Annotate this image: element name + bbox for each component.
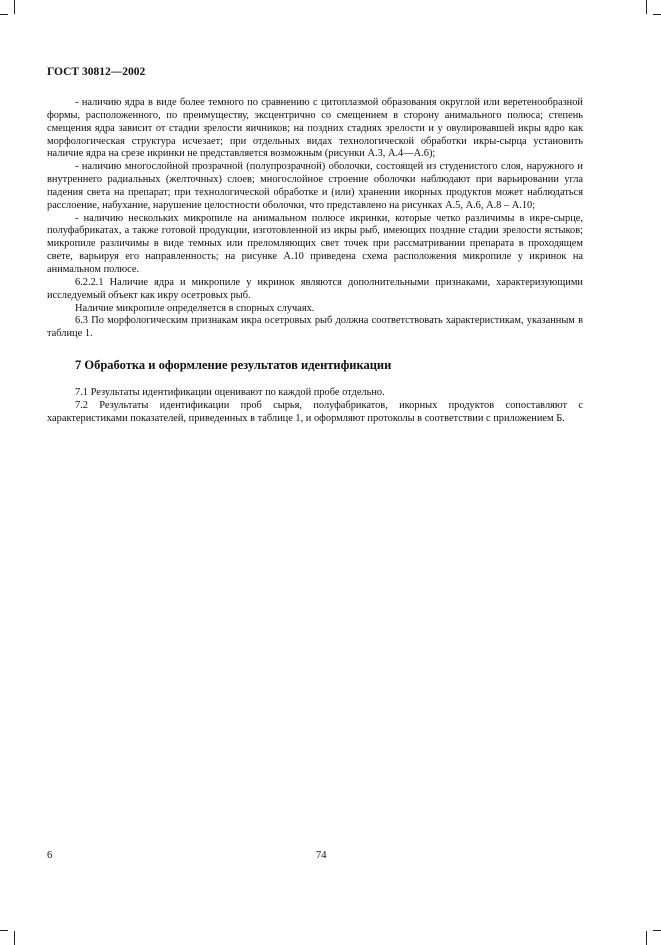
paragraph: 6.3 По морфологическим признакам икра осетровых рыб должна соответствовать характеристикам, указанным в таблице 1.: [47, 315, 583, 340]
paragraph: Наличие микропиле определяется в спорных случаях.: [75, 302, 315, 314]
paragraph: - наличию ядра в виде более темного по сравнению с цитоплазмой образования округлой или веретенообразной формы, расположенного, по преимуществу, эксцентрично со смещением в сторону анимального полюса; степень смещения ядра зависит от стадии зрелости яичников; на поздних стадиях зрелости и у овулировавшей икры ядро как морфологическая структура исчезает; при отдельных видах технологической обработки икры-сырца установить наличие ядра на срезе икринки не представляется возможным (рисунки А.3, А.4—А.6);: [47, 97, 583, 160]
crop-mark-bottom-left-h: [0, 930, 8, 931]
crop-mark-top-left-h: [0, 14, 8, 15]
crop-mark-top-right-v: [646, 0, 647, 14]
paragraph: 6.2.2.1 Наличие ядра и микропиле у икринок являются дополнительными признаками, характеризующими исследуемый объект как икру осетровых рыб.: [47, 276, 583, 301]
paragraph: - наличию нескольких микропиле на анимальном полюсе икринки, которые четко различимы в икре-сырце, полуфабрикатах, а также готовой продукции, изготовленной из икры рыб, имеющих поздние стадии зрелости ястыков; микропиле различимы в виде темных или преломляющих свет точек при рассматривании препарата в проходящем свете, варьируя его направленность; на рисунке А.10 приведена схема расположения микропиле у икринок на анимальном полюсе.: [47, 212, 583, 275]
page-number-center: 74: [316, 850, 327, 861]
page-number-left: 6: [47, 850, 53, 861]
crop-mark-bottom-right-v: [646, 931, 647, 945]
paragraph: - наличию многослойной прозрачной (полупрозрачной) оболочки, состоящей из студенистого слоя, наружного и внутреннего радиальных (желточных) слоев; многослойное строение оболочки наблюдают при варьировании угла падения света на препарат; при технологической обработке и (или) хранении икорных продуктов может наблюдаться расслоение, набухание, нарушение целостности оболочки, что представлено на рисунках А.5, А.6, А.8 – А.10;: [47, 161, 583, 211]
paragraph: 7.1 Результаты идентификации оценивают по каждой пробе отдельно.: [75, 387, 385, 399]
crop-mark-bottom-left-v: [14, 931, 15, 945]
crop-mark-bottom-right-h: [653, 930, 661, 931]
crop-mark-top-left-v: [14, 0, 15, 14]
document-header: ГОСТ 30812—2002: [47, 66, 146, 78]
section-heading: 7 Обработка и оформление результатов идентификации: [75, 358, 392, 373]
main-text: [47, 97, 583, 426]
crop-mark-top-right-h: [653, 14, 661, 15]
paragraph: 7.2 Результаты идентификации проб сырья, полуфабрикатов, икорных продуктов сопоставляют с характеристиками показателей, приведенных в таблице 1, и оформляют протоколы в соответствии с приложением Б.: [47, 399, 583, 424]
